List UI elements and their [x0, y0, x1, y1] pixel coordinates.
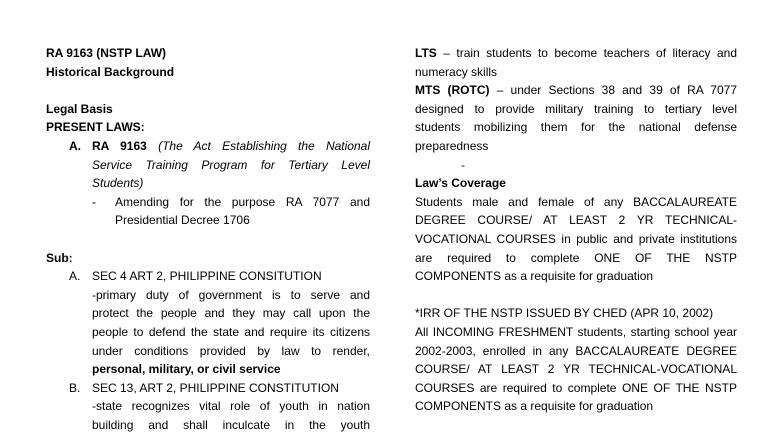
section-line: -state recognizes vital role of youth in nation — [92, 399, 370, 414]
irr-line: All INCOMING FRESHMENT students, starting school year — [415, 324, 737, 339]
section-line: building and shall inculcate in the youth — [92, 417, 370, 432]
irr-line: COURSES are required to complete ONE OF THE NSTP — [415, 380, 737, 395]
mts-line: preparedness — [415, 138, 489, 153]
item-marker: B. — [69, 380, 81, 395]
lts-label: LTS — [415, 46, 437, 60]
coverage-line: COMPONENTS as a requisite for graduation — [415, 269, 654, 284]
left-column — [46, 44, 370, 434]
sub-heading: Sub: — [46, 250, 73, 265]
section-line: protect the people and they may call upon the — [92, 306, 370, 321]
subitem-line: Presidential Decree 1706 — [115, 213, 250, 228]
mts-line: designed to provide military training to tertiary level — [415, 101, 737, 116]
dash-marker: - — [461, 157, 465, 172]
section-title: SEC 4 ART 2, PHILIPPINE CONSITUTION — [92, 269, 322, 284]
section-line: -primary duty of government is to serve and — [92, 287, 370, 302]
mts-line — [415, 81, 737, 100]
sub-item-b — [46, 379, 370, 435]
item-marker: A. — [69, 138, 81, 153]
irr-heading: *IRR OF THE NSTP ISSUED BY CHED (APR 10, 2002) — [415, 306, 714, 321]
coverage-line: are required to complete ONE OF THE NSTP — [415, 250, 737, 265]
mts-label: MTS (ROTC) — [415, 83, 490, 98]
subitem-line: Amending for the purpose RA 7077 and — [115, 194, 370, 209]
sub-item-a — [46, 267, 370, 379]
section-line-bold: personal, military, or civil service — [92, 362, 281, 377]
coverage-line: VOCATIONAL COURSES in public and private institutions — [415, 231, 737, 246]
irr-line: COURSE/ AT LEAST 2 YR TECHNICAL-VOCATIONAL — [415, 362, 737, 377]
coverage-heading: Law’s Coverage — [415, 176, 506, 191]
coverage-line: DEGREE COURSE/ AT LEAST 2 YR TECHNICAL- — [415, 213, 737, 228]
legal-basis-heading: Legal Basis — [46, 101, 113, 116]
act-title-line: Students) — [92, 176, 144, 191]
doc-subtitle: Historical Background — [46, 64, 175, 79]
act-title-line: Service Training Program for Tertiary Level — [92, 157, 370, 172]
section-line: under conditions provided by law to render, — [92, 343, 370, 358]
lts-line — [415, 44, 737, 63]
right-column — [415, 44, 737, 416]
irr-line: COMPONENTS as a requisite for graduation — [415, 399, 654, 414]
law-subitem — [46, 193, 370, 230]
irr-line: 2002-2003, enrolled in any BACCALAUREATE DEGREE — [415, 343, 737, 358]
mts-line: students mobilizing them for the national defense — [415, 120, 737, 135]
present-laws-heading: PRESENT LAWS: — [46, 120, 145, 135]
section-title: SEC 13, ART 2, PHILIPPINE CONSTITUTION — [92, 380, 339, 395]
section-line: people to defend the state and require its citizens — [92, 324, 370, 339]
doc-title: RA 9163 (NSTP LAW) — [46, 46, 167, 60]
law-item-a — [46, 137, 370, 193]
lts-line: numeracy skills — [415, 64, 498, 79]
mts-text: – under Sections 38 and 39 of RA 7077 — [489, 83, 738, 98]
act-title-line: (The Act Establishing the National — [158, 138, 370, 153]
ra-label: RA 9163 — [92, 138, 147, 153]
lts-text: – train students to become teachers of literacy and — [436, 46, 737, 60]
item-marker: A. — [69, 269, 81, 284]
coverage-line: Students male and female of any BACCALAUREATE — [415, 194, 737, 209]
dash-marker: - — [92, 194, 96, 209]
